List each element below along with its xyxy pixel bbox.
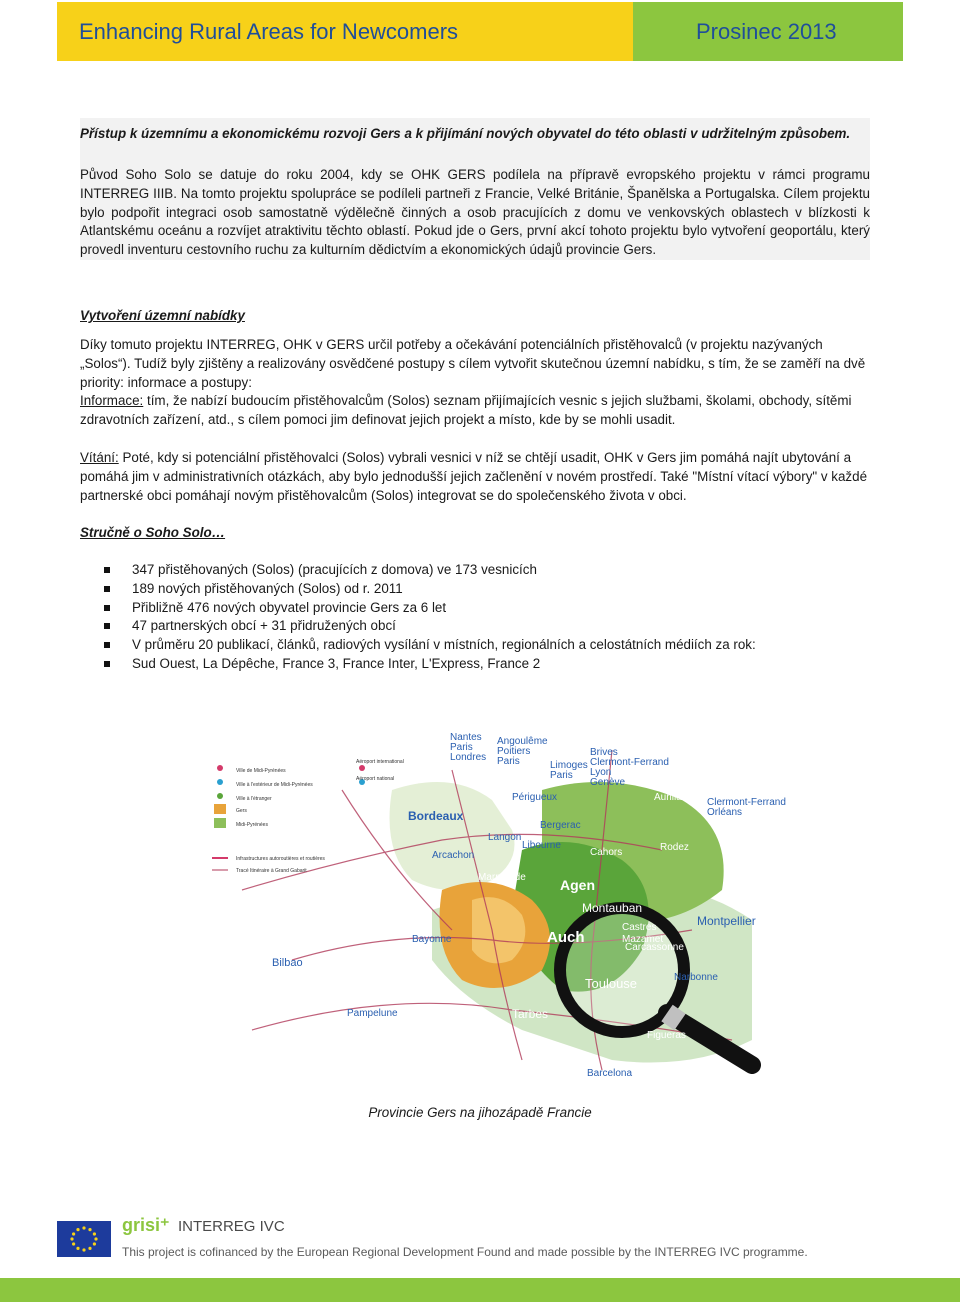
- map-label: Marmande: [478, 872, 526, 883]
- map-label: Bergerac: [540, 820, 581, 831]
- map-label: Bayonne: [412, 934, 452, 945]
- map-label: San Sebastian: [358, 964, 424, 975]
- intro-text: Původ Soho Solo se datuje do roku 2004, kdy se OHK GERS podílela na přípravě evropského projektu v rámci programu INTERREG IIIB. Na tomto projektu spolupráce se podíleli partneři z Francie, Velké Británie, Španělska a Portugalska. Cílem projektu bylo podpořit integraci osob samostatně výdělečně činných a osob pracujících z domu ve venkovských oblastech v blízkosti k Atlantskému oceánu a rozvíjet atraktivitu těchto oblastí. Pokud jde o Gers, první akcí tohoto projektu bylo vytvoření geoportálu, který provedl inventuru cestovního ruchu za kulturním dědictvím a ekonomických údajů provincie Gers.: [80, 167, 870, 258]
- offer-paragraph: [80, 336, 870, 430]
- map-label: Clermont-Ferrand: [707, 797, 786, 808]
- offer-info: [80, 392, 870, 430]
- list-item: 189 nových přistěhovaných (Solos) od r. 2011: [100, 580, 880, 599]
- eu-flag-icon: [57, 1221, 111, 1257]
- list-item: 347 přistěhovaných (Solos) (pracujících z domova) ve 173 vesnicích: [100, 561, 880, 580]
- map-label: Londres: [450, 752, 487, 763]
- map-label: Genève: [590, 777, 626, 788]
- map-label: Périgueux: [512, 792, 558, 803]
- info-text: tím, že nabízí budoucím přistěhovalcům (Solos) seznam přijímajících vesnic s jejich službami, školami, obchody, sítěmi zdravotních zařízení, atd., s cílem pomoci jim definovat jejich projekt a místo, kde by se mohli usadit.: [80, 393, 852, 428]
- map-svg: [192, 730, 786, 1080]
- map-label: Poitiers: [497, 746, 531, 757]
- bottom-bar: [0, 1278, 960, 1302]
- map-label: Lyon: [590, 767, 612, 778]
- offer-title: Vytvoření územní nabídky: [80, 308, 245, 323]
- map-label: Langon: [488, 832, 522, 843]
- map-label: Paris: [450, 742, 473, 753]
- map-label: Castres: [622, 922, 657, 933]
- map-label: Tracé Itinéraire à Grand Gabarit: [236, 868, 307, 874]
- map-label: Narbonne: [674, 972, 718, 983]
- info-label: Informace:: [80, 393, 144, 409]
- map-label: Auch: [547, 929, 585, 946]
- map-label: Nantes: [450, 732, 482, 743]
- region-map: [192, 730, 786, 1080]
- map-label: Toulouse: [585, 976, 638, 991]
- summary-title: Stručně o Soho Solo…: [80, 525, 226, 540]
- map-label: Aurillac: [654, 792, 687, 803]
- grisi-logo-text: grisi⁺: [122, 1215, 170, 1235]
- footer-cofinance-text: This project is cofinanced by the European Regional Development Found and made possible by the INTERREG IVC programme.: [122, 1245, 808, 1259]
- list-item: V průměru 20 publikací, článků, radiových vysílání v místních, regionálních a celostátních médiích za rok:: [100, 636, 880, 655]
- map-label: Bordeaux: [408, 809, 464, 823]
- list-item: Přibližně 476 nových obyvatel provincie Gers za 6 let: [100, 599, 880, 618]
- map-label: Ville de Midi-Pyrénées: [236, 768, 286, 774]
- map-label: Infrastructures autoroutières et routières: [236, 856, 325, 862]
- map-label: Brives: [590, 747, 618, 758]
- map-label: Ville à l'étranger: [236, 796, 272, 802]
- map-label: Cahors: [590, 847, 623, 858]
- map-label: Montpellier: [697, 914, 756, 928]
- welcome-paragraph: [80, 449, 870, 505]
- header-title: Enhancing Rural Areas for Newcomers: [57, 2, 633, 61]
- map-label: Orléans: [707, 807, 743, 818]
- map-caption: Provincie Gers na jihozápadě Francie: [368, 1105, 592, 1120]
- map-label: Paris: [497, 756, 520, 767]
- map-label: Barcelona: [587, 1068, 633, 1079]
- map-label: Clermont-Ferrand: [590, 757, 669, 768]
- map-label: Libourne: [522, 840, 561, 851]
- list-item: 47 partnerských obcí + 31 přidružených obcí: [100, 617, 880, 636]
- map-label: Angoulême: [497, 736, 548, 747]
- map-label: Mazamet: [622, 934, 664, 945]
- map-label: Ville à l'extérieur de Midi-Pyrénées: [236, 782, 313, 788]
- map-label: Agen: [560, 877, 595, 893]
- map-label: Aéroport national: [356, 776, 395, 782]
- map-label: Montauban: [582, 901, 643, 915]
- welcome-text: Poté, kdy si potenciální přistěhovalci (Solos) vybrali vesnici v níž se chtějí usadit, OHK v Gers jim pomáhá najít ubytování a pomáhá jim v administrativních otázkách, aby bylo jednodušší jejich začlenění v novém prostředí. Také "Místní vítací výbory" v každé partnerské obci pomáhají novým přistěhovalcům (Solos) integrovat se do společenského života v obci.: [80, 450, 868, 503]
- page-header: [57, 2, 903, 61]
- welcome-label: Vítání:: [80, 450, 119, 465]
- map-label: Aéroport international: [356, 759, 404, 765]
- grisi-interreg-logo: [122, 1215, 285, 1236]
- map-label: Midi-Pyrénées: [236, 822, 268, 828]
- map-label: Tarbes: [512, 1007, 549, 1021]
- offer-intro: Díky tomuto projektu INTERREG, OHK v GERS určil potřeby a očekávání potenciálních přistěhovalců (v projektu nazývaných „Solos“). Tudíž byly zjištěny a realizovány osvědčené postupy s cílem vytvořit skutečnou územní nabídku, s tím, že se zaměří na dvě priority: informace a postupy:: [80, 337, 866, 390]
- summary-list: [100, 561, 880, 674]
- list-item-continued: Sud Ouest, La Dépêche, France 3, France Inter, L'Express, France 2: [100, 655, 880, 674]
- map-label: Gers: [236, 808, 247, 814]
- map-label: Figueras: [647, 1030, 686, 1041]
- intro-title: Přístup k územnímu a ekonomickému rozvoji Gers a k přijímání nových obyvatel do této oblasti v udržitelným způsobem.: [80, 126, 851, 141]
- map-label: Paris: [550, 770, 573, 781]
- map-label: Carcassonne: [625, 942, 684, 953]
- map-label: Arcachon: [432, 850, 475, 861]
- map-label: Pampelune: [347, 1008, 398, 1019]
- map-label: Bilbao: [272, 957, 303, 969]
- map-label: Limoges: [550, 760, 588, 771]
- map-label: Rodez: [660, 842, 689, 853]
- interreg-logo-text: INTERREG IVC: [177, 1218, 285, 1235]
- header-date: Prosinec 2013: [633, 2, 903, 61]
